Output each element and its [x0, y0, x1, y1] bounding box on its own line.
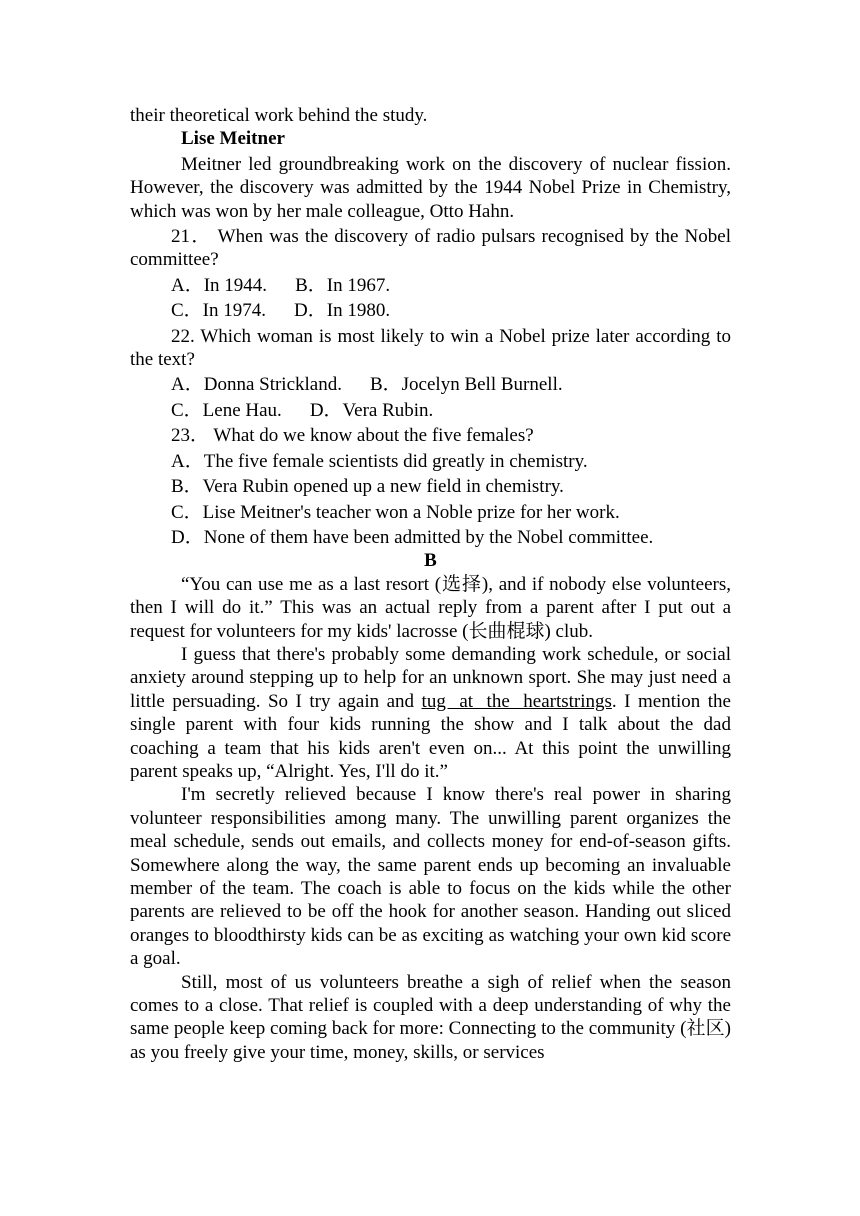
question-21-options-row-2	[130, 299, 731, 322]
question-22-option-a: A．Donna Strickland.	[171, 374, 342, 396]
passage-b-paragraph-1: “You can use me as a last resort (选择), and if nobody else volunteers, then I will do it.” This was an actual reply from a parent after I put out a request for volunteers for my kids' lacrosse (长曲棍球) club.	[130, 573, 731, 642]
question-23-option-c: C．Lise Meitner's teacher won a Noble prize for her work.	[171, 501, 620, 523]
question-21-option-d: D．In 1980.	[294, 300, 391, 322]
question-22-stem: 22. Which woman is most likely to win a Nobel prize later according to the text?	[130, 325, 731, 371]
passage-b-paragraph-3: I'm secretly relieved because I know there's real power in sharing volunteer responsibilities among many. The unwilling parent organizes the meal schedule, sends out emails, and collects money for end-of-season gifts. Somewhere along the way, the same parent ends up becoming an invaluable member of the team. The coach is able to focus on the kids while the other parents are relieved to be off the hook for another season. Handing out sliced oranges to bloodthirsty kids can be as exciting as watching your own kid score a goal.	[130, 784, 731, 970]
paragraph-lise-meitner: Meitner led groundbreaking work on the discovery of nuclear fission. However, the discovery was admitted by the 1944 Nobel Prize in Chemistry, which was won by her male colleague, Otto Hahn.	[130, 153, 731, 222]
question-22-options-row-1	[130, 373, 731, 396]
section-heading-lise-meitner: Lise Meitner	[181, 128, 285, 150]
question-21-option-c: C．In 1974.	[171, 300, 267, 322]
document-body	[130, 104, 731, 1064]
passage-b-paragraph-2	[130, 643, 731, 783]
passage-b-label: B	[424, 550, 437, 572]
question-22-option-b: B．Jocelyn Bell Burnell.	[369, 374, 563, 396]
question-22-option-d: D．Vera Rubin.	[309, 399, 434, 421]
question-21-option-a: A．In 1944.	[171, 274, 268, 296]
question-21-option-b: B．In 1967.	[295, 274, 391, 296]
paragraph-2-text-after: . I mention the single parent with four kids running the show and I talk about the dad coaching a team that his kids aren't even on... At this point the unwilling parent speaks up, “Alright. Yes, I'll do it.”	[130, 690, 731, 782]
question-22-option-c: C．Lene Hau.	[171, 399, 282, 421]
question-23-option-b: B．Vera Rubin opened up a new field in chemistry.	[171, 476, 564, 498]
question-23-option-d: D．None of them have been admitted by the Nobel committee.	[171, 526, 654, 548]
passage-a-intro-tail: their theoretical work behind the study.	[130, 105, 428, 126]
question-23-option-a: A．The five female scientists did greatly in chemistry.	[171, 450, 588, 472]
question-22-options-row-2	[130, 399, 731, 422]
question-23-stem: 23． What do we know about the five females?	[171, 425, 534, 447]
underlined-phrase: tug at the heartstrings	[421, 690, 612, 712]
passage-b-paragraph-4: Still, most of us volunteers breathe a sigh of relief when the season comes to a close. That relief is coupled with a deep understanding of why the same people keep coming back for more: Connecting to the community (社区) as you freely give your time, money, skills, or services	[130, 971, 731, 1063]
question-21-options-row-1	[130, 274, 731, 297]
question-21-stem: 21． When was the discovery of radio pulsars recognised by the Nobel committee?	[130, 226, 731, 271]
paragraph-2-text-before: I guess that there's probably some demanding work schedule, or social anxiety around stepping up to help for an unknown sport. She may just need a little persuading. So I try again and	[130, 643, 731, 712]
